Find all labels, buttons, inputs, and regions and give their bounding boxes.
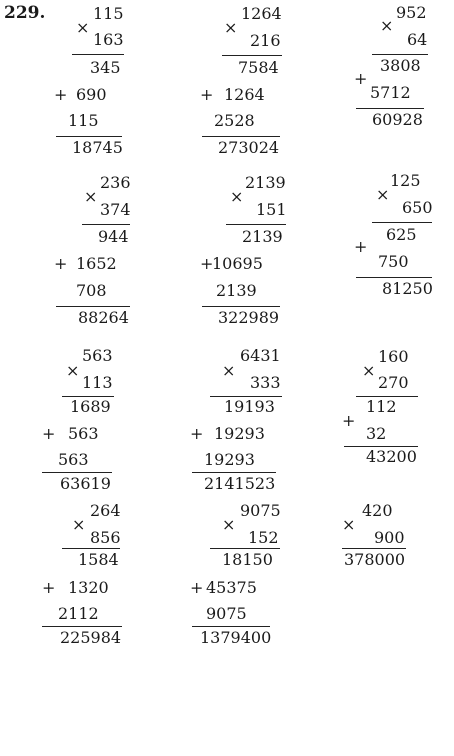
rule bbox=[202, 306, 280, 307]
plus-sign: + bbox=[200, 254, 214, 273]
multiplier: 163 bbox=[93, 30, 124, 49]
partial-product: 1264 bbox=[224, 85, 265, 104]
times-sign: × bbox=[362, 361, 376, 380]
product-result: 273024 bbox=[218, 138, 280, 157]
rule bbox=[356, 108, 424, 109]
product-result: 378000 bbox=[344, 550, 406, 569]
times-sign: × bbox=[224, 18, 238, 37]
partial-product: 9075 bbox=[206, 604, 247, 623]
partial-product: 3808 bbox=[380, 56, 421, 75]
multiplier: 64 bbox=[407, 30, 428, 49]
partial-product: 1689 bbox=[70, 397, 111, 416]
rule bbox=[42, 472, 112, 473]
plus-sign: + bbox=[342, 411, 356, 430]
multiplier: 270 bbox=[378, 373, 409, 392]
partial-product: 19293 bbox=[214, 424, 265, 443]
partial-product: 563 bbox=[58, 450, 89, 469]
multiplier: 151 bbox=[256, 200, 287, 219]
multiplicand: 9075 bbox=[240, 501, 281, 520]
rule bbox=[72, 54, 124, 55]
partial-product: 19193 bbox=[224, 397, 275, 416]
times-sign: × bbox=[84, 187, 98, 206]
rule bbox=[42, 626, 122, 627]
rule bbox=[210, 548, 280, 549]
times-sign: × bbox=[222, 515, 236, 534]
partial-product: 5712 bbox=[370, 83, 411, 102]
partial-product: 2528 bbox=[214, 111, 255, 130]
rule bbox=[372, 222, 432, 223]
product-result: 60928 bbox=[372, 110, 423, 129]
exercise-number: 229. bbox=[4, 3, 46, 23]
plus-sign: + bbox=[42, 424, 56, 443]
plus-sign: + bbox=[54, 254, 68, 273]
multiplicand: 6431 bbox=[240, 346, 281, 365]
multiplicand: 2139 bbox=[245, 173, 286, 192]
partial-product: 1320 bbox=[68, 578, 109, 597]
partial-product: 7584 bbox=[238, 58, 279, 77]
partial-product: 708 bbox=[76, 281, 107, 300]
plus-sign: + bbox=[42, 578, 56, 597]
plus-sign: + bbox=[190, 578, 204, 597]
times-sign: × bbox=[76, 18, 90, 37]
multiplier: 374 bbox=[100, 200, 131, 219]
partial-product: 944 bbox=[98, 227, 129, 246]
times-sign: × bbox=[66, 361, 80, 380]
rule bbox=[82, 224, 130, 225]
multiplier: 152 bbox=[248, 528, 279, 547]
partial-product: 1584 bbox=[78, 550, 119, 569]
multiplier: 650 bbox=[402, 198, 433, 217]
rule bbox=[342, 548, 406, 549]
multiplicand: 160 bbox=[378, 347, 409, 366]
plus-sign: + bbox=[354, 69, 368, 88]
multiplicand: 952 bbox=[396, 3, 427, 22]
product-result: 88264 bbox=[78, 308, 129, 327]
partial-product: 2139 bbox=[216, 281, 257, 300]
partial-product: 45375 bbox=[206, 578, 257, 597]
plus-sign: + bbox=[354, 237, 368, 256]
partial-product: 32 bbox=[366, 424, 387, 443]
plus-sign: + bbox=[190, 424, 204, 443]
partial-product: 345 bbox=[90, 58, 121, 77]
multiplicand: 125 bbox=[390, 171, 421, 190]
rule bbox=[372, 54, 428, 55]
multiplier: 333 bbox=[250, 373, 281, 392]
partial-product: 19293 bbox=[204, 450, 255, 469]
times-sign: × bbox=[222, 361, 236, 380]
product-result: 81250 bbox=[382, 279, 433, 298]
product-result: 225984 bbox=[60, 628, 122, 647]
partial-product: 750 bbox=[378, 252, 409, 271]
multiplicand: 420 bbox=[362, 501, 393, 520]
partial-product: 625 bbox=[386, 225, 417, 244]
multiplicand: 236 bbox=[100, 173, 131, 192]
rule bbox=[202, 136, 280, 137]
multiplicand: 563 bbox=[82, 346, 113, 365]
multiplier: 216 bbox=[250, 31, 281, 50]
times-sign: × bbox=[230, 187, 244, 206]
rule bbox=[192, 626, 270, 627]
multiplier: 856 bbox=[90, 528, 121, 547]
partial-product: 18150 bbox=[222, 550, 273, 569]
multiplicand: 115 bbox=[93, 4, 124, 23]
product-result: 18745 bbox=[72, 138, 123, 157]
multiplier: 900 bbox=[374, 528, 405, 547]
rule bbox=[192, 472, 276, 473]
rule bbox=[226, 224, 286, 225]
times-sign: × bbox=[342, 515, 356, 534]
partial-product: 690 bbox=[76, 85, 107, 104]
partial-product: 2112 bbox=[58, 604, 99, 623]
times-sign: × bbox=[72, 515, 86, 534]
product-result: 43200 bbox=[366, 447, 417, 466]
partial-product: 115 bbox=[68, 111, 99, 130]
product-result: 63619 bbox=[60, 474, 111, 493]
rule bbox=[56, 136, 122, 137]
partial-product: 112 bbox=[366, 397, 397, 416]
plus-sign: + bbox=[200, 85, 214, 104]
plus-sign: + bbox=[54, 85, 68, 104]
partial-product: 10695 bbox=[212, 254, 263, 273]
times-sign: × bbox=[376, 185, 390, 204]
partial-product: 1652 bbox=[76, 254, 117, 273]
product-result: 322989 bbox=[218, 308, 280, 327]
partial-product: 563 bbox=[68, 424, 99, 443]
rule bbox=[62, 548, 120, 549]
times-sign: × bbox=[380, 16, 394, 35]
product-result: 1379400 bbox=[200, 628, 272, 647]
multiplier: 113 bbox=[82, 373, 113, 392]
product-result: 2141523 bbox=[204, 474, 276, 493]
rule bbox=[56, 306, 130, 307]
multiplicand: 1264 bbox=[241, 4, 282, 23]
partial-product: 2139 bbox=[242, 227, 283, 246]
multiplicand: 264 bbox=[90, 501, 121, 520]
rule bbox=[356, 277, 432, 278]
rule bbox=[222, 55, 282, 56]
